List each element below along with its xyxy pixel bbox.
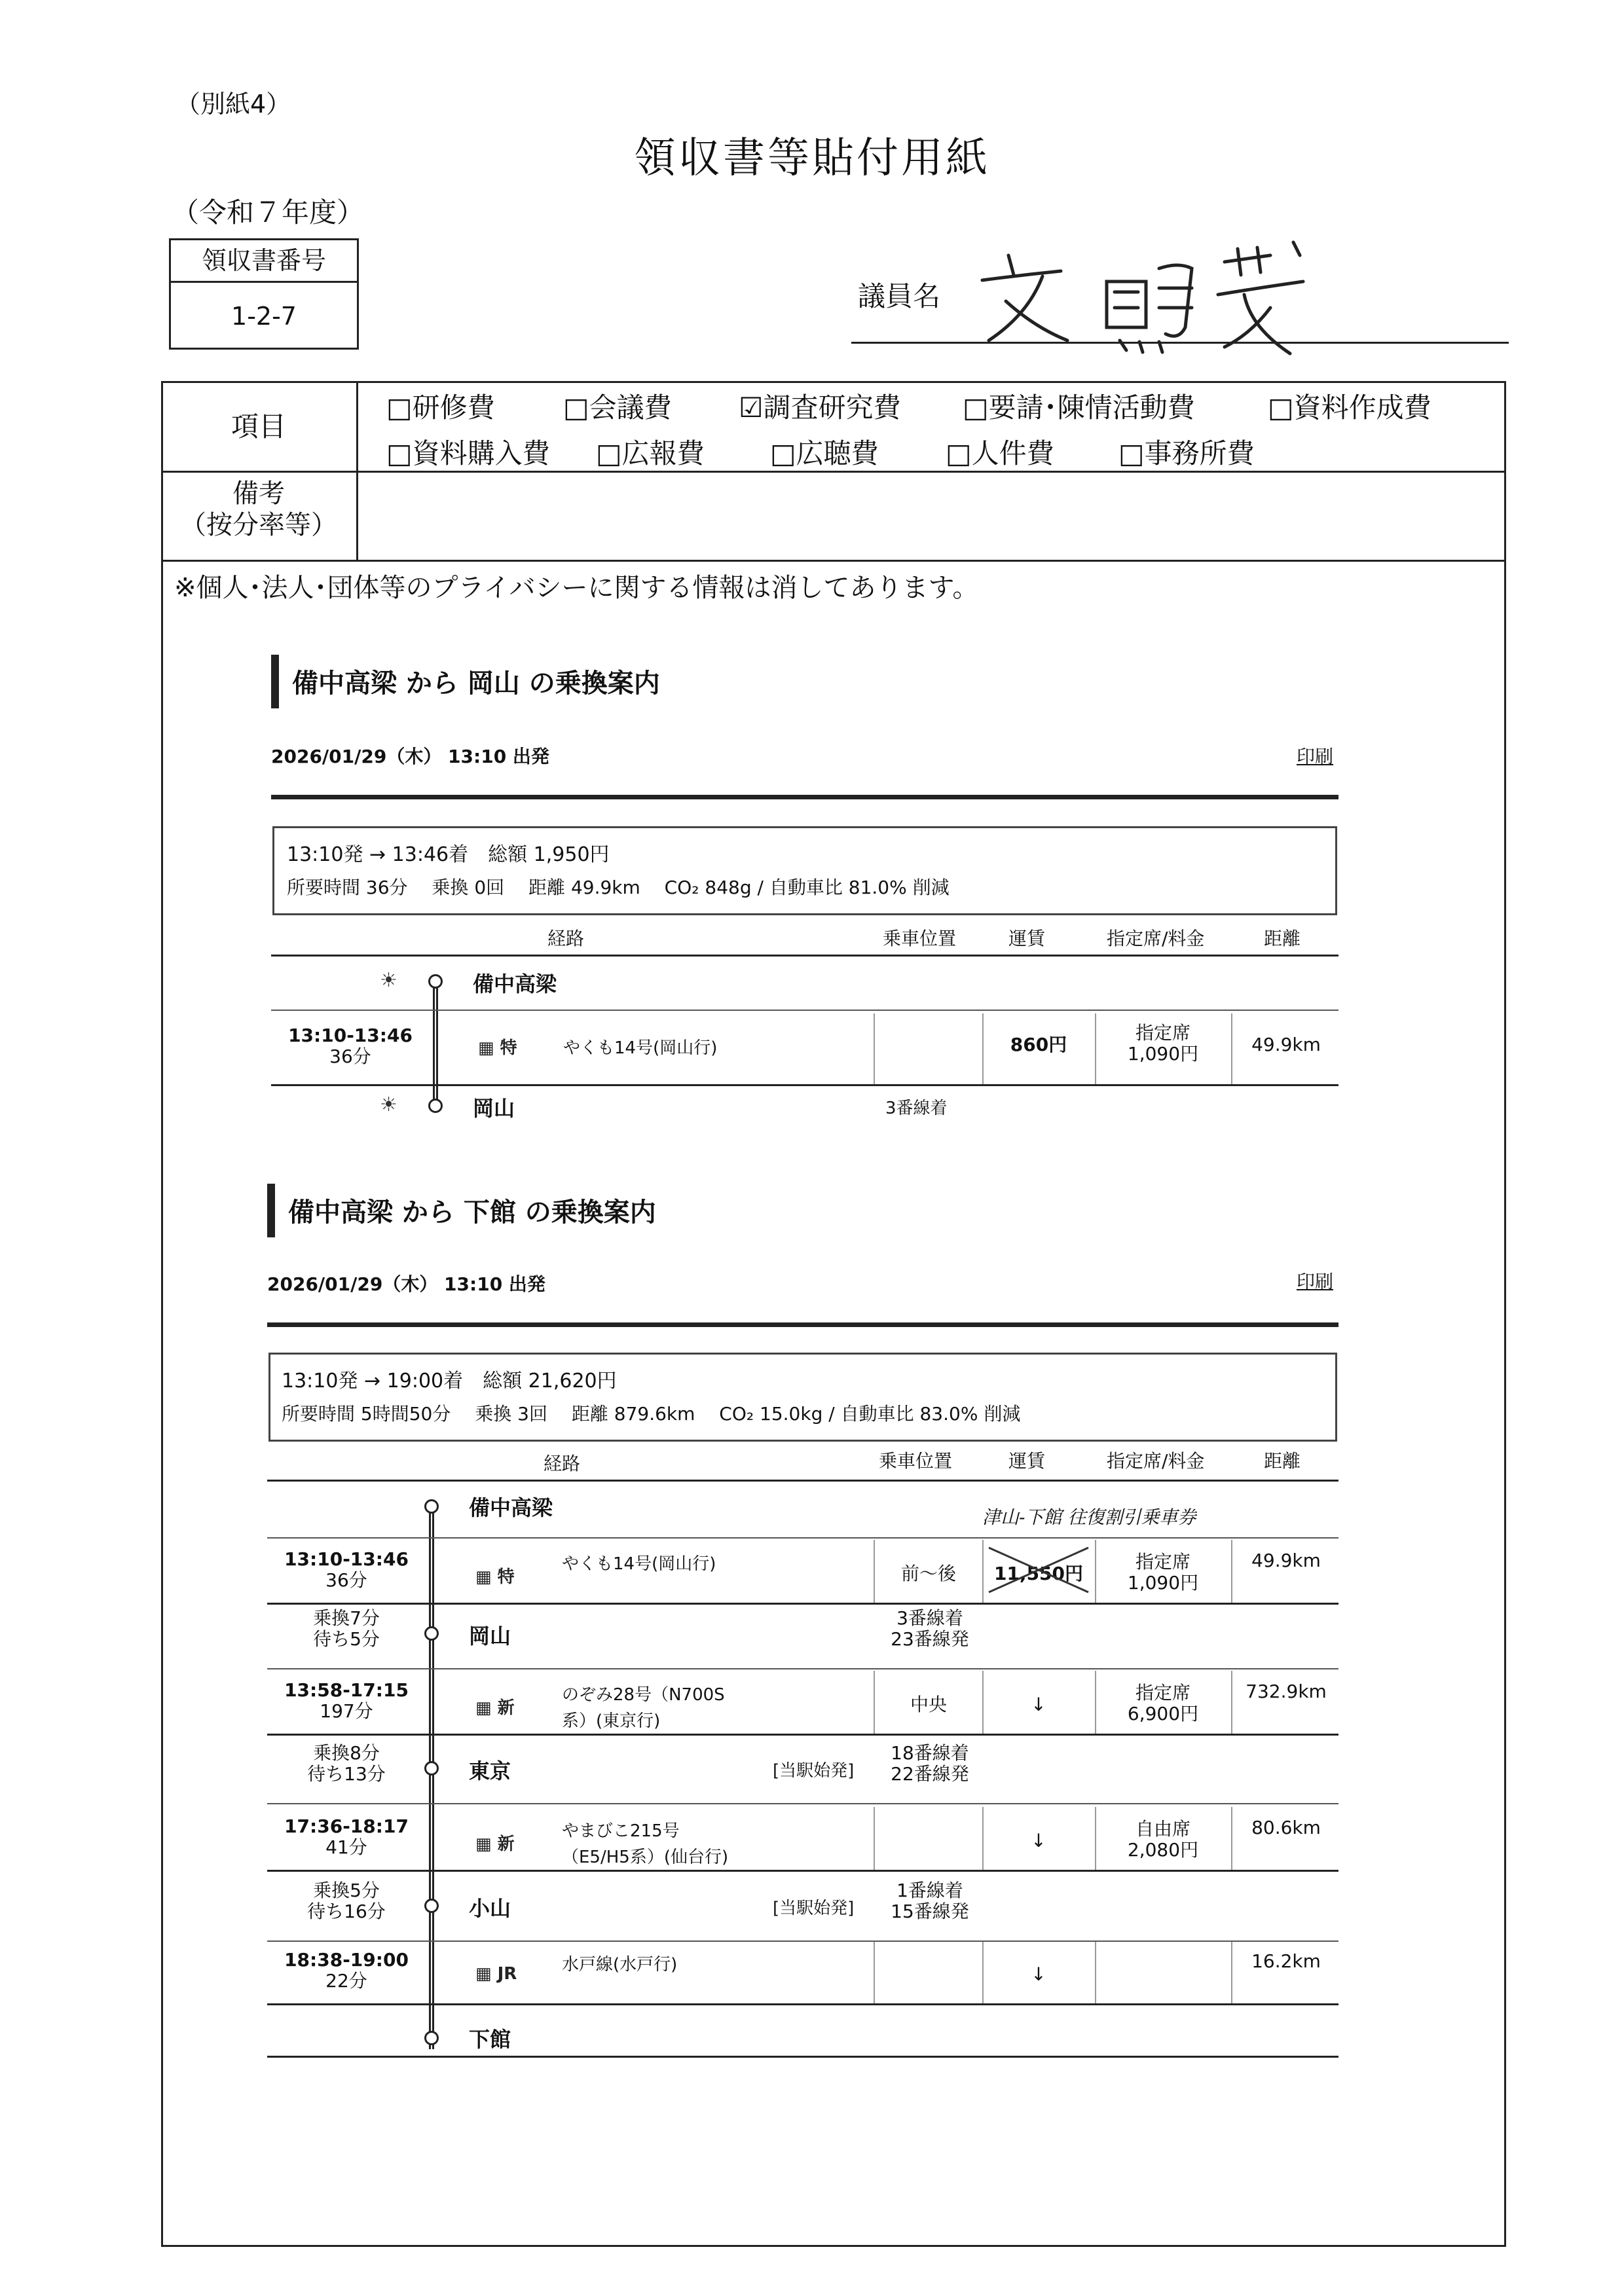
route2-leg2-position: 中央 xyxy=(910,1694,947,1715)
route2-leg3-fare: ↓ xyxy=(1031,1830,1046,1851)
receipt-number-value: 1-2-7 xyxy=(231,302,297,331)
route2-leg2-distance: 732.9km xyxy=(1246,1681,1327,1702)
route2-col-sep xyxy=(1231,1540,1232,1603)
route2-col-distance: 距離 xyxy=(1264,1450,1301,1472)
route2-station-4-origin: [当駅始発] xyxy=(773,1899,855,1918)
route1-summary-line2: 所要時間 36分 乗換 0回 距離 49.9km CO₂ 848g / 自動車比 81.0% 削減 xyxy=(287,877,950,898)
route2-station-4-platform-depart: 15番線発 xyxy=(891,1901,969,1922)
route2-station-icon xyxy=(424,1626,439,1641)
route2-col-sep xyxy=(1231,1671,1232,1734)
checkbox-9[interactable]: □人件費 xyxy=(946,437,1054,469)
route1-leg1-time-range: 13:10-13:46 xyxy=(288,1025,413,1046)
signature-drawing xyxy=(963,229,1329,367)
note-row xyxy=(161,473,1506,562)
route1-weather-sun-icon: ☀ xyxy=(380,1093,397,1116)
route2-station-icon xyxy=(424,2031,439,2045)
checkbox-1[interactable]: □研修費 xyxy=(386,392,495,424)
route2-leg1-type: ▦ 特 xyxy=(475,1567,515,1587)
route2-station-2: 岡山 xyxy=(469,1624,511,1649)
checkbox-6[interactable]: □資料購入費 xyxy=(386,437,550,469)
route2-col-sep xyxy=(1231,1941,1232,2003)
route2-leg4-distance: 16.2km xyxy=(1251,1950,1321,1972)
route2-leg1-reserved xyxy=(1098,1552,1228,1594)
route1-col-sep xyxy=(874,1013,875,1085)
route2-col-sep xyxy=(982,1671,984,1734)
route2-station-3-origin: [当駅始発] xyxy=(773,1761,855,1781)
route2-summary-line1: 13:10発 → 19:00着 総額 21,620円 xyxy=(282,1370,617,1393)
route2-col-route: 経路 xyxy=(544,1453,581,1474)
checkbox-8[interactable]: □広聴費 xyxy=(770,437,879,469)
route2-row-line xyxy=(267,1941,1338,1942)
route2-leg4-time-range: 18:38-19:00 xyxy=(284,1949,409,1971)
route2-station-icon xyxy=(424,1761,439,1776)
route2-leg3-duration: 41分 xyxy=(325,1836,367,1858)
note-label-line1: 備考 xyxy=(232,479,285,509)
route2-station-3-transfer-wait: 待ち13分 xyxy=(307,1763,386,1785)
note-label xyxy=(161,478,356,541)
member-signature xyxy=(963,229,1329,369)
route1-station-2-platform: 3番線着 xyxy=(885,1099,948,1118)
route2-leg4-fare: ↓ xyxy=(1031,1963,1046,1985)
route2-divider xyxy=(267,1322,1338,1327)
route2-station-2-transfer xyxy=(278,1608,415,1650)
route2-leg3-reserved-type: 自由席 xyxy=(1135,1818,1190,1840)
route2-station-icon xyxy=(424,1499,439,1514)
route2-col-sep xyxy=(982,1807,984,1870)
route2-station-3-platform-depart: 22番線発 xyxy=(891,1763,969,1785)
route1-leg1-reserved-type: 指定席 xyxy=(1135,1022,1190,1044)
route2-col-fare: 運賃 xyxy=(1008,1450,1046,1472)
route2-col-reserved: 指定席/料金 xyxy=(1107,1450,1205,1472)
checkbox-10[interactable]: □事務所費 xyxy=(1118,437,1255,469)
route2-leg2-reserved-fee: 6,900円 xyxy=(1127,1703,1199,1724)
route2-leg2-type: ▦ 新 xyxy=(475,1698,515,1718)
route2-leg4-train-line1: 水戸線(水戸行) xyxy=(562,1955,678,1975)
route1-col-sep xyxy=(1095,1013,1096,1085)
route2-col-sep xyxy=(1095,1941,1096,2003)
route2-leg3-train-line1: やまびこ215号 xyxy=(562,1821,680,1841)
strikeout-cross-icon xyxy=(986,1544,1091,1596)
route2-col-sep xyxy=(874,1941,875,2003)
route2-col-sep xyxy=(874,1671,875,1734)
route2-print-link[interactable]: 印刷 xyxy=(1297,1271,1334,1292)
route2-col-sep xyxy=(982,1540,984,1603)
route1-col-reserved: 指定席/料金 xyxy=(1107,928,1205,949)
route2-station-3: 東京 xyxy=(469,1758,511,1783)
route2-row-line xyxy=(267,2003,1338,2005)
route2-station-5: 下館 xyxy=(469,2027,511,2052)
route1-station-2: 岡山 xyxy=(473,1096,515,1121)
route2-row-line xyxy=(267,1668,1338,1669)
route2-leg1-reserved-fee: 1,090円 xyxy=(1127,1572,1199,1594)
route2-leg1-train-line1: やくも14号(岡山行) xyxy=(562,1554,716,1574)
route1-title-bar xyxy=(271,655,279,708)
receipt-number-box xyxy=(169,238,359,350)
member-name-label: 議員名 xyxy=(858,280,941,312)
route2-leg1-position: 前～後 xyxy=(900,1563,956,1584)
route2-bottom-line xyxy=(267,2056,1338,2058)
route1-col-sep xyxy=(982,1013,984,1085)
route2-leg1-reserved-type: 指定席 xyxy=(1135,1551,1190,1573)
route2-title-bar xyxy=(267,1184,275,1237)
route2-track xyxy=(429,1506,434,2049)
route1-track xyxy=(433,982,438,1106)
route1-col-sep xyxy=(1231,1013,1232,1085)
route2-row-line xyxy=(267,1537,1338,1539)
route2-handwritten-note: 津山-下館 往復割引乗車券 xyxy=(982,1506,1196,1528)
route2-station-2-platform-arrive: 3番線着 xyxy=(896,1607,963,1629)
route1-station-icon xyxy=(428,1099,443,1113)
route1-col-position: 乗車位置 xyxy=(883,928,957,949)
route1-leg1-reserved-fee: 1,090円 xyxy=(1127,1043,1199,1065)
checkbox-4[interactable]: □要請･陳情活動費 xyxy=(963,392,1195,424)
route2-header-line xyxy=(267,1480,1338,1482)
route1-header-line xyxy=(271,955,1338,957)
route1-row-line xyxy=(271,1010,1338,1011)
route1-leg1-time xyxy=(282,1025,419,1067)
route2-station-2-platform xyxy=(871,1608,989,1650)
route2-station-icon xyxy=(424,1899,439,1913)
route2-leg2-duration: 197分 xyxy=(320,1700,373,1722)
route2-leg3-time-range: 17:36-18:17 xyxy=(284,1815,409,1837)
route1-row-line xyxy=(271,1084,1338,1086)
fiscal-year: （令和７年度） xyxy=(172,196,365,228)
route2-station-4-transfer xyxy=(278,1880,415,1922)
route2-station-4-platform-arrive: 1番線着 xyxy=(896,1880,963,1901)
route1-col-fare: 運賃 xyxy=(1008,928,1046,949)
page-title: 領収書等貼付用紙 xyxy=(634,134,990,183)
member-name-underline xyxy=(851,342,1509,344)
route1-station-1: 備中高梁 xyxy=(473,972,557,996)
route2-col-sep xyxy=(1095,1807,1096,1870)
route1-station-icon xyxy=(428,974,443,989)
route2-leg4-type: ▦ JR xyxy=(475,1964,517,1984)
label-divider xyxy=(356,381,358,562)
route1-leg1-type-mark: ▦ 特 xyxy=(478,1038,517,1058)
route1-print-link[interactable]: 印刷 xyxy=(1297,746,1334,767)
route1-weather-sun-icon: ☀ xyxy=(380,969,397,992)
route2-leg3-train-line2: （E5/H5系）(仙台行) xyxy=(562,1848,729,1867)
route2-row-line xyxy=(267,1870,1338,1872)
checkbox-3[interactable]: ☑調査研究費 xyxy=(739,392,901,424)
route2-station-1: 備中高梁 xyxy=(469,1495,553,1520)
route2-leg2-train-line2: 系）(東京行) xyxy=(562,1711,661,1731)
route2-station-4: 小山 xyxy=(469,1896,511,1921)
route2-station-4-platform xyxy=(871,1880,989,1922)
route1-col-route: 経路 xyxy=(547,928,585,949)
route1-title: 備中高梁 から 岡山 の乗換案内 xyxy=(292,668,660,699)
route2-leg3-reserved xyxy=(1098,1819,1228,1861)
checkbox-7[interactable]: □広報費 xyxy=(596,437,705,469)
route1-leg1-distance: 49.9km xyxy=(1251,1034,1321,1055)
route2-col-sep xyxy=(1231,1807,1232,1870)
route2-leg1-distance: 49.9km xyxy=(1251,1550,1321,1571)
route2-leg2-time-range: 13:58-17:15 xyxy=(284,1679,409,1701)
checkbox-5[interactable]: □資料作成費 xyxy=(1268,392,1431,424)
route2-row-line xyxy=(267,1734,1338,1736)
route1-divider xyxy=(271,795,1338,799)
route2-station-3-transfer xyxy=(278,1743,415,1785)
route1-leg1-duration: 36分 xyxy=(329,1046,371,1067)
route2-leg3-time xyxy=(278,1816,415,1858)
route1-col-distance: 距離 xyxy=(1264,928,1301,949)
route2-station-2-transfer-time: 乗換7分 xyxy=(313,1607,380,1629)
route2-station-2-platform-depart: 23番線発 xyxy=(891,1628,969,1650)
route2-leg1-fare: 11,550円 xyxy=(993,1563,1084,1584)
route2-col-sep xyxy=(874,1540,875,1603)
route2-leg2-fare: ↓ xyxy=(1031,1694,1046,1715)
route2-station-3-platform xyxy=(871,1743,989,1785)
route2-leg4-duration: 22分 xyxy=(325,1970,367,1992)
route2-leg2-reserved xyxy=(1098,1683,1228,1724)
route1-date: 2026/01/29（木） 13:10 出発 xyxy=(271,746,549,767)
annex-label: （別紙4） xyxy=(175,90,291,118)
route2-leg3-type: ▦ 新 xyxy=(475,1834,515,1854)
checkbox-2[interactable]: □会議費 xyxy=(563,392,672,424)
route2-station-2-transfer-wait: 待ち5分 xyxy=(313,1628,380,1650)
route2-leg2-train-line1: のぞみ28号（N700S xyxy=(562,1685,725,1705)
route2-leg1-duration: 36分 xyxy=(325,1569,367,1591)
privacy-notice: ※個人･法人･団体等のプライバシーに関する情報は消してあります。 xyxy=(174,573,979,603)
route2-title: 備中高梁 から 下館 の乗換案内 xyxy=(288,1197,656,1228)
route2-leg4-time xyxy=(278,1950,415,1992)
route1-leg1-type: 特 xyxy=(500,1038,517,1058)
route2-summary-line2: 所要時間 5時間50分 乗換 3回 距離 879.6km CO₂ 15.0kg / 自動車比 83.0% 削減 xyxy=(282,1403,1021,1425)
route2-station-3-platform-arrive: 18番線着 xyxy=(891,1742,969,1764)
route1-leg1-reserved xyxy=(1098,1023,1228,1065)
route2-fare-strikeout xyxy=(986,1544,1091,1596)
route2-row-line xyxy=(267,1803,1338,1804)
route2-col-sep xyxy=(1095,1540,1096,1603)
route2-leg1-time-range: 13:10-13:46 xyxy=(284,1548,409,1570)
route2-leg3-reserved-fee: 2,080円 xyxy=(1127,1839,1199,1861)
route2-col-sep xyxy=(982,1941,984,2003)
route2-col-sep xyxy=(874,1807,875,1870)
route2-leg1-time xyxy=(278,1549,415,1591)
route2-station-4-transfer-wait: 待ち16分 xyxy=(307,1901,386,1922)
route2-station-4-transfer-time: 乗換5分 xyxy=(313,1880,380,1901)
item-label: 項目 xyxy=(231,410,286,443)
route2-station-3-transfer-time: 乗換8分 xyxy=(313,1742,380,1764)
route1-leg1-train: やくも14号(岡山行) xyxy=(563,1038,718,1058)
receipt-number-label: 領収書番号 xyxy=(171,240,357,283)
route2-col-position: 乗車位置 xyxy=(879,1450,953,1472)
route2-leg2-time xyxy=(278,1680,415,1722)
route2-date: 2026/01/29（木） 13:10 出発 xyxy=(267,1273,545,1295)
route2-col-sep xyxy=(1095,1671,1096,1734)
route2-leg3-distance: 80.6km xyxy=(1251,1817,1321,1838)
route1-summary-line1: 13:10発 → 13:46着 総額 1,950円 xyxy=(287,843,610,866)
route2-leg2-reserved-type: 指定席 xyxy=(1135,1682,1190,1704)
route1-leg1-fare: 860円 xyxy=(1010,1034,1067,1055)
route2-row-line xyxy=(267,1603,1338,1605)
note-label-line2: （按分率等） xyxy=(180,510,337,540)
